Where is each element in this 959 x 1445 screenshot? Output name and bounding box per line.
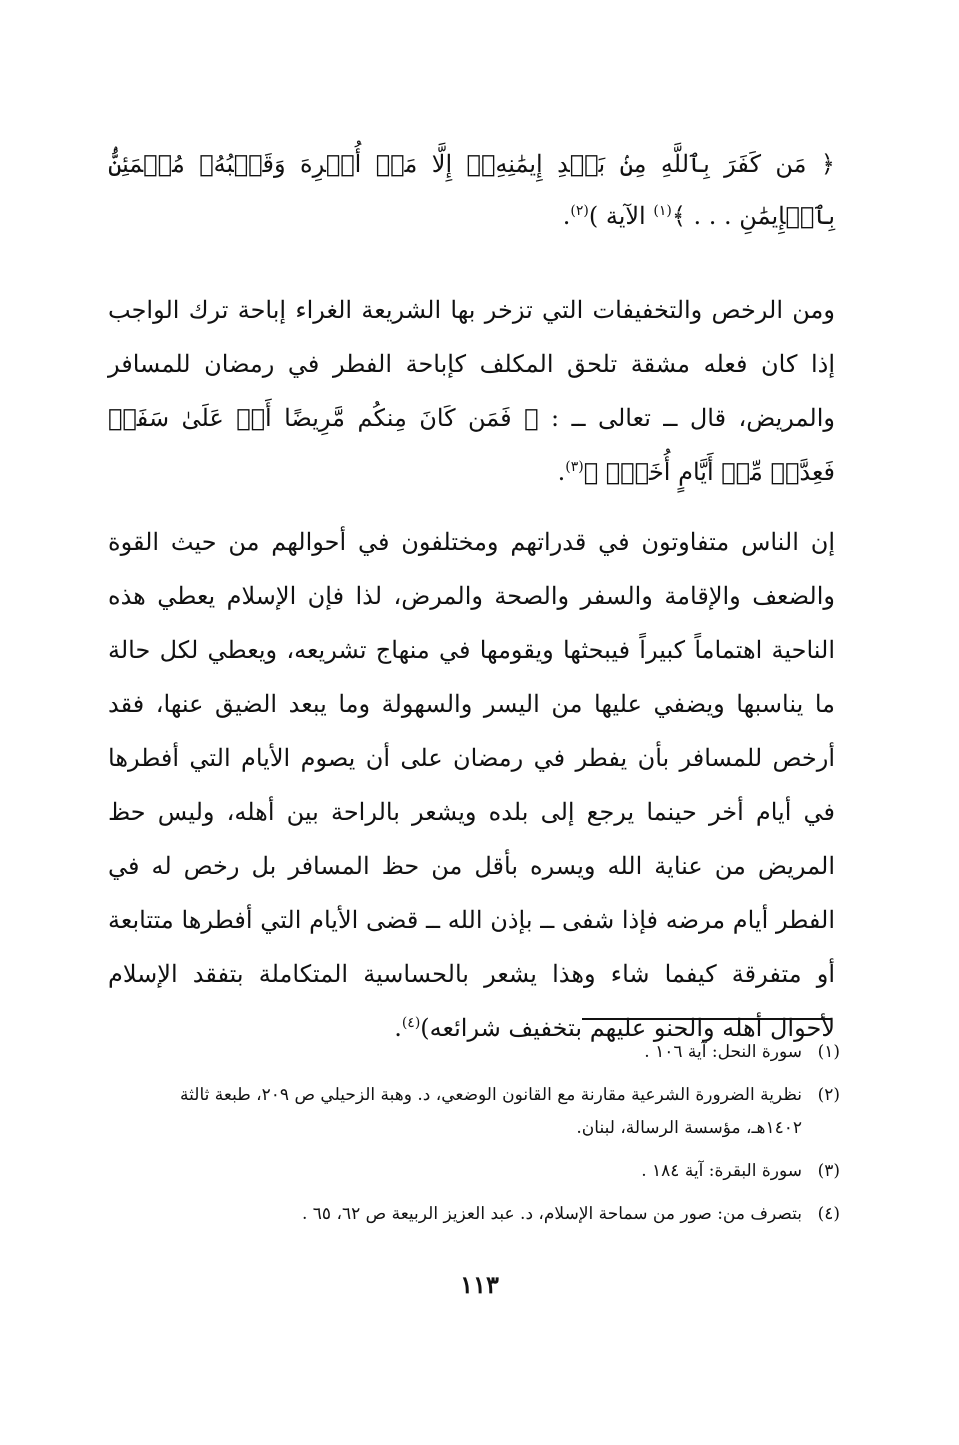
footnote-marker-4: (٤) [401,1015,421,1031]
footnote-item [150,1079,840,1145]
quran-verse-block [108,138,835,242]
footnote-marker-2: (٢) [570,203,589,219]
footnote-number: (١) [817,1042,840,1062]
verse-end-dot: . [562,202,571,230]
footnote-text: سورة البقرة: آية ١٨٤ . [641,1161,802,1181]
footnote-number: (٤) [817,1204,840,1224]
footnotes [150,1036,840,1241]
footnote-number: (٣) [817,1161,840,1181]
footnote-number: (٢) [817,1085,840,1105]
footnote-text: سورة النحل: آية ١٠٦ . [644,1042,802,1062]
footnote-marker-1: (١) [653,203,672,219]
paragraph-2 [108,515,835,1055]
footnote-separator [582,1018,832,1020]
paragraph-2-text: إن الناس متفاوتون في قدراتهم ومختلفون في أحوالهم من حيث القوة والضعف والإقامة والسفر والصحة والمرض، لذا فإن الإسلام يعطي هذه الناحية اهتماماً كبيراً فيبحثها ويقومها في منهاج تشريعه، ويعطي لكل حالة ما يناسبها ويضفي عليها من اليسر والسهولة وما يبعد الضيق عنها، فقد أرخص للمسافر بأن يفطر في رمضان على أن يصوم الأيام التي أفطرها في أيام أخر حينما يرجع إلى بلده ويشعر بالراحة بين أهله، وليس حظ المريض من عناية الله ويسره بأقل من حظ المسافر بل رخص له في الفطر أيام مرضه فإذا شفى ــ بإذن الله ــ قضى الأيام التي أفطرها متتابعة أو متفرقة كيفما شاء وهذا يشعر بالحساسية المتكاملة بتفقد الإسلام لأحوال أهله والحنو عليهم بتخفيف شرائعه) [108,528,836,1042]
paragraph-1-text: ومن الرخص والتخفيفات التي تزخر بها الشريعة الغراء إباحة ترك الواجب إذا كان فعله مشقة تلحق المكلف كإباحة الفطر في رمضان للمسافر والمريض، قال ــ تعالى ــ : ﴿ فَمَن كَانَ مِنكُم مَّرِيضًا أَوۡ عَلَىٰ سَفَرٖ فَعِدَّةٞ مِّنۡ أَيَّامٍ أُخَرَۚ ﴾ [108,296,835,486]
footnote-item [150,1155,840,1188]
footnote-item [150,1036,840,1069]
footnote-item [150,1198,840,1231]
page-number: ١١٣ [460,1270,499,1299]
verse-text: ﴿ مَن كَفَرَ بِٱللَّهِ مِنۢ بَعۡدِ إِيمَٰنِهِۦٓ إِلَّا مَنۡ أُكۡرِهَ وَقَلۡبُهُۥ مُطۡمَئِنُّۢ بِٱلۡإِيمَٰنِ . . . ﴾ [108,150,835,230]
footnote-text: بتصرف من: صور من سماحة الإسلام، د. عبد العزيز الربيعة ص ٦٢، ٦٥ . [301,1204,802,1224]
footnote-marker-3: (٣) [565,459,584,475]
paragraph-1-end: . [557,458,566,486]
paragraph-1 [108,283,835,499]
paragraph-2-end: . [394,1014,402,1042]
verse-tail: الآية ) [588,202,646,230]
footnote-text: نظرية الضرورة الشرعية مقارنة مع القانون الوضعي، د. وهبة الزحيلي ص ٢٠٩، طبعة ثالثة ١٤٠٢هـ، مؤسسة الرسالة، لبنان. [180,1085,802,1138]
